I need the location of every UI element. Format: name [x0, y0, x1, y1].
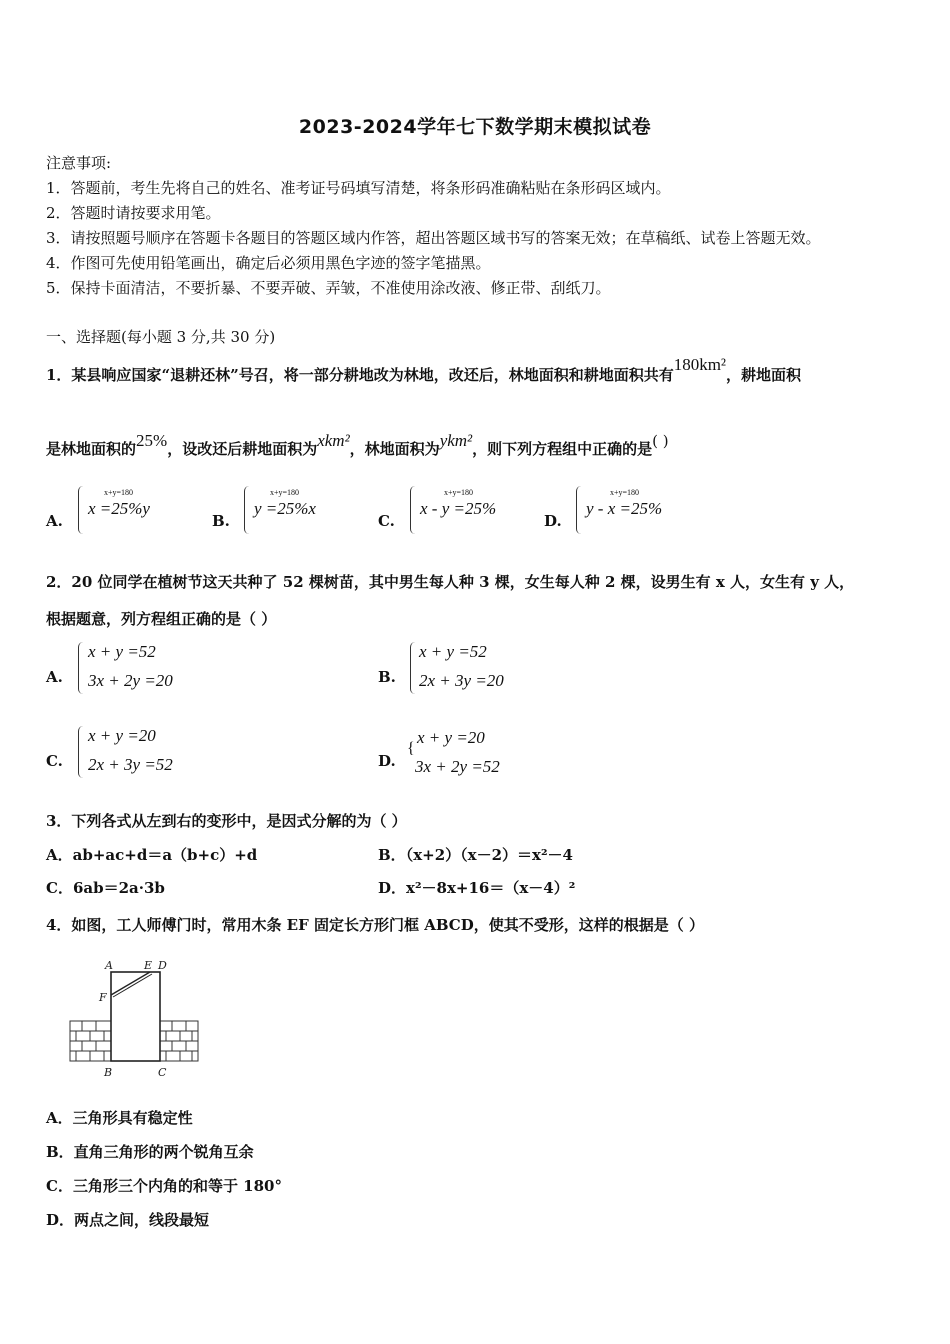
q1-text: 1．某县响应国家“退耕还林”号召，将一部分耕地改为林地，改还后，林地面积和耕地面积共有180km²，耕地面积	[46, 355, 802, 384]
notice-heading: 注意事项:	[46, 154, 112, 172]
q2-text: 2．20 位同学在植树节这天共种了 52 棵树苗，其中男生每人种 3 棵，女生每人种 2 棵，设男生有 x 人，女生有 y 人，	[46, 573, 855, 591]
q1-area: 180km²	[673, 355, 727, 374]
notice-item: 3．请按照题号顺序在答题卡各题目的答题区域内作答，超出答题区域书写的答案无效；在草稿纸、试卷上答题无效。	[46, 229, 821, 247]
section-heading: 一、选择题(每小题 3 分,共 30 分)	[46, 328, 276, 346]
notice-item: 4．作图可先使用铅笔画出，确定后必须用黑色字迹的签字笔描黑。	[46, 254, 491, 272]
q3-option-b[interactable]: B．（x+2）（x－2）＝x²－4	[378, 846, 573, 864]
label-a: A	[105, 959, 113, 972]
door-frame-figure	[64, 955, 204, 1080]
q1-text-2: 是林地面积的25%，设改还后耕地面积为xkm²，林地面积为ykm²，则下列方程组中正确的是( )	[46, 431, 669, 458]
page-title: 2023-2024学年七下数学期末模拟试卷	[298, 116, 652, 138]
label-c: C	[158, 1066, 167, 1079]
q4-option-c[interactable]: C．三角形三个内角的和等于 180°	[46, 1177, 282, 1195]
notice-item: 5．保持卡面清洁，不要折暴、不要弄破、弄皱，不准使用涂改液、修正带、刮纸刀。	[46, 279, 611, 297]
q3-option-a[interactable]: A．ab+ac+d＝a（b+c）+d	[46, 846, 258, 864]
brace-icon: {	[407, 740, 415, 757]
q4-text: 4．如图，工人师傅门时，常用木条 EF 固定长方形门框 ABCD，使其不受形，这样的根据是（ ）	[46, 916, 704, 934]
notice-item: 2．答题时请按要求用笔。	[46, 204, 221, 222]
q3-text: 3．下列各式从左到右的变形中，是因式分解的为（ ）	[46, 812, 407, 830]
q4-option-b[interactable]: B．直角三角形的两个锐角互余	[46, 1143, 254, 1161]
q4-option-a[interactable]: A．三角形具有稳定性	[46, 1109, 193, 1127]
q4-option-d[interactable]: D．两点之间，线段最短	[46, 1211, 210, 1229]
label-e: E	[144, 959, 153, 972]
q2-text-2: 根据题意，列方程组正确的是（ ）	[46, 610, 277, 628]
label-f: F	[99, 991, 107, 1004]
q3-option-d[interactable]: D．x²－8x+16＝（x－4）²	[378, 879, 576, 897]
q3-option-c[interactable]: C．6ab＝2a·3b	[46, 879, 165, 897]
label-b: B	[104, 1066, 113, 1079]
notice-item: 1．答题前，考生先将自己的姓名、准考证号码填写清楚，将条形码准确粘贴在条形码区域内。	[46, 179, 671, 197]
label-d: D	[158, 959, 167, 972]
